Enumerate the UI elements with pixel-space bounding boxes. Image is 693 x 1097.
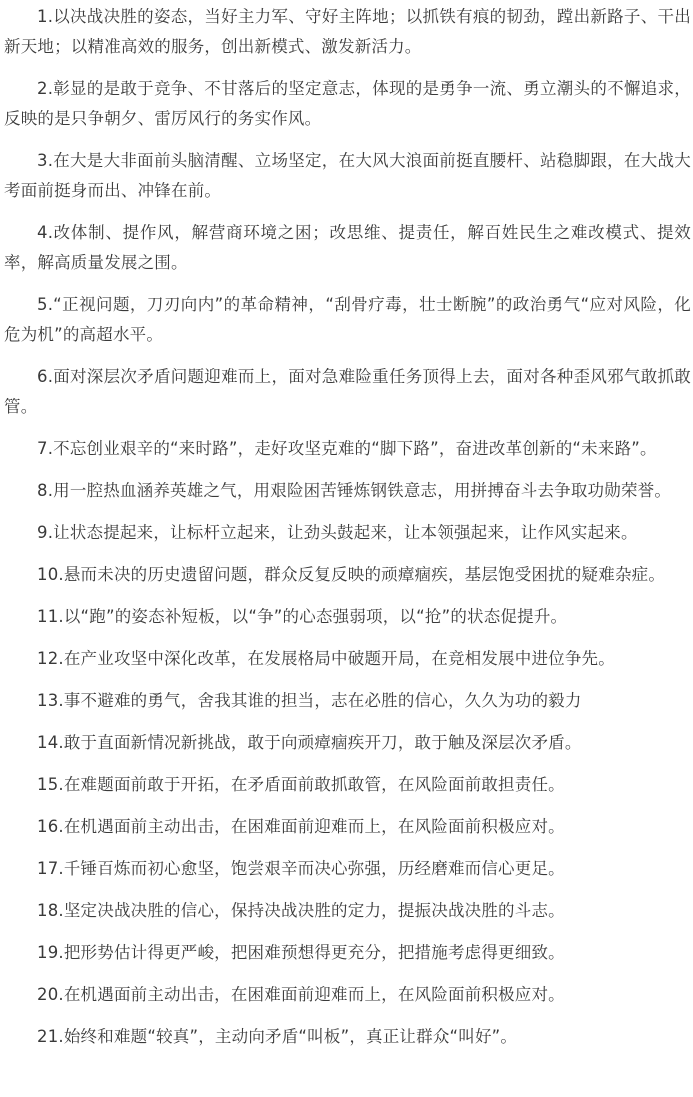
- paragraph-21: 21.始终和难题“较真”，主动向矛盾“叫板”，真正让群众“叫好”。: [37, 1027, 518, 1046]
- paragraph-9: 9.让状态提起来，让标杆立起来，让劲头鼓起来，让本领强起来，让作风实起来。: [37, 523, 638, 542]
- paragraph-16: 16.在机遇面前主动出击，在困难面前迎难而上，在风险面前积极应对。: [37, 817, 565, 836]
- paragraph-3: 3.在大是大非面前头脑清醒、立场坚定，在大风大浪面前挺直腰杆、站稳脚跟，在大战大考面前挺身而出、冲锋在前。: [4, 151, 691, 200]
- paragraph-20: 20.在机遇面前主动出击，在困难面前迎难而上，在风险面前积极应对。: [37, 985, 565, 1004]
- paragraph-4: 4.改体制、提作风，解营商环境之困；改思维、提责任，解百姓民生之难改模式、提效率，解高质量发展之围。: [4, 223, 691, 272]
- paragraph-1: 1.以决战决胜的姿态，当好主力军、守好主阵地；以抓铁有痕的韧劲，蹚出新路子、干出新天地；以精准高效的服务，创出新模式、激发新活力。: [4, 7, 691, 56]
- paragraph-2: 2.彰显的是敢于竞争、不甘落后的坚定意志，体现的是勇争一流、勇立潮头的不懈追求，反映的是只争朝夕、雷厉风行的务实作风。: [4, 79, 691, 128]
- paragraph-8: 8.用一腔热血涵养英雄之气，用艰险困苦锤炼钢铁意志，用拼搏奋斗去争取功勋荣誉。: [37, 481, 672, 500]
- paragraph-15: 15.在难题面前敢于开拓，在矛盾面前敢抓敢管，在风险面前敢担责任。: [37, 775, 565, 794]
- paragraph-6: 6.面对深层次矛盾问题迎难而上，面对急难险重任务顶得上去，面对各种歪风邪气敢抓敢管。: [4, 367, 691, 416]
- paragraph-5: 5.“正视问题，刀刃向内”的革命精神，“刮骨疗毒，壮士断腕”的政治勇气“应对风险，化危为机”的高超水平。: [4, 295, 691, 344]
- paragraph-13: 13.事不避难的勇气，舍我其谁的担当，志在必胜的信心，久久为功的毅力: [37, 691, 582, 710]
- paragraph-14: 14.敢于直面新情况新挑战，敢于向顽瘴痼疾开刀，敢于触及深层次矛盾。: [37, 733, 582, 752]
- paragraph-12: 12.在产业攻坚中深化改革，在发展格局中破题开局，在竞相发展中进位争先。: [37, 649, 615, 668]
- paragraph-18: 18.坚定决战决胜的信心，保持决战决胜的定力，提振决战决胜的斗志。: [37, 901, 565, 920]
- paragraph-10: 10.悬而未决的历史遗留问题，群众反复反映的顽瘴痼疾，基层饱受困扰的疑难杂症。: [37, 565, 666, 584]
- paragraph-11: 11.以“跑”的姿态补短板，以“争”的心态强弱项，以“抢”的状态促提升。: [37, 607, 568, 626]
- paragraph-17: 17.千锤百炼而初心愈坚，饱尝艰辛而决心弥强，历经磨难而信心更足。: [37, 859, 565, 878]
- paragraph-19: 19.把形势估计得更严峻，把困难预想得更充分，把措施考虑得更细致。: [37, 943, 565, 962]
- paragraph-7: 7.不忘创业艰辛的“来时路”，走好攻坚克难的“脚下路”，奋进改革创新的“未来路”。: [37, 439, 657, 458]
